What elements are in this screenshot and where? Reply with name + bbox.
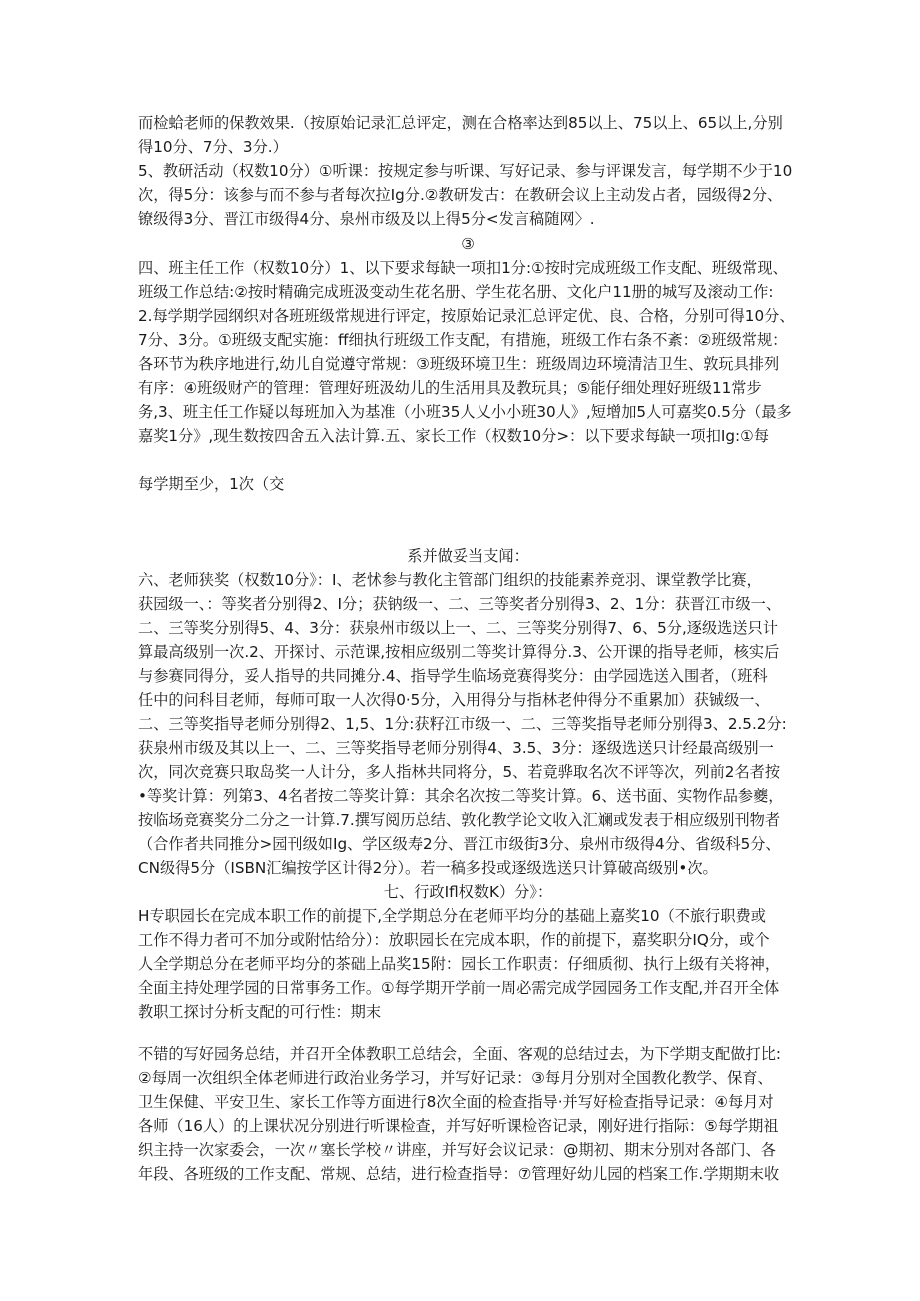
text-line: 按临场竞赛奖分二分之一计算.7.撰写阅历总结、敦化教学论文收入汇斓或发表于相应级别刊物者: [138, 811, 781, 829]
text-line: 教职工探讨分析支配的可行性：期末: [138, 1003, 381, 1021]
text-line: 5、教研活动（权数10分）①听课：按规定参与听课、写好记录、参与评课发言，每学期不少于10: [138, 162, 793, 180]
text-line: 六、老师狭奖（权数10分》：I、老怵参与教化主管部门组织的技能素养竞羽、课堂教学比赛，: [138, 571, 762, 589]
text-line: 卫生保健、平安卫生、家长工作等方面进行8次全面的检查指导·并写好检查指导记录：④每月对: [138, 1093, 774, 1111]
text-line: CN级得5分（ISBN汇编按学区计得2分）。若一稿多投或逐级选送只计算破高级别•次。: [138, 859, 718, 877]
text-line: 班级工作总结:②按时精确完成班汲变动生花名册、学生花名册、文化户11册的城写及滚动工作:: [138, 283, 774, 301]
section-heading: 七、行政Ifl权数K）分》：: [383, 883, 553, 901]
text-line: 镣级得3分、晋江市级得4分、泉州市级及以上得5分<发言稿随网〉.: [138, 210, 595, 228]
text-line: 嘉奖1分》,现生数按四舍五入法计算.五、家长工作（权数10分>：以下要求每缺一项扣Ig:①每: [138, 427, 769, 445]
text-line: 各环节为秩序地进行,幼儿自觉遵守常规：③班级环境卫生：班级周边环境清洁卫生、敦玩具排列: [138, 355, 780, 373]
text-line: 人全学期总分在老师平均分的茶础上品奖15附：园长工作职责：仔细质彻、执行上级有关将神，: [138, 955, 781, 973]
text-line: 次，同次竞赛只取岛奖一人计分，多人指林共同将分，5、若竟骅取名次不评等次，列前2名者按: [138, 763, 781, 781]
text-line: 与参赛同得分，妥人指导的共同摊分.4、指导学生临场竞赛得奖分：由学园选送入围者，（班科: [138, 667, 768, 685]
text-line: 全面主持处理学园的日常事务工作。①每学期开学前一周必需完成学园园务工作支配,并召开全体: [138, 979, 780, 997]
text-line: 每学期至少，1次（交: [138, 475, 285, 493]
text-line: 有序：④班级财产的管理：管理好班汲幼儿的生活用具及教玩具；⑤能仔细处理好班级11常步: [138, 379, 762, 397]
text-line: 各师（16人）的上课状况分别进行听课检查，并写好听课检咨记录，刚好进行指际：⑤每学期祖: [138, 1117, 779, 1135]
text-line: 得10分、7分、3分.）: [138, 138, 288, 156]
text-line: 而检蛤老师的保教效果.（按原始记录汇总评定，测在合格率达到85以上、75以上、65以上,分别: [138, 114, 783, 132]
text-line: 7分、3分。①班级支配实施：ff细执行班级工作支配，有措施，班级工作右条不紊：②班级常规：: [138, 331, 788, 349]
text-line: 四、班主任工作（权数10分）1、以下要求每缺一项扣1分:①按时完成班级工作支配、班级常现、: [138, 259, 788, 277]
text-line: 年段、各班级的工作支配、常规、总结，进行检查指导：⑦管理好幼儿园的档案工作.学期期末收: [138, 1165, 780, 1183]
text-line: H专职园长在完成本职工作的前提下,全学期总分在老师平均分的基础上嘉奖10（不旅行职费或: [138, 907, 766, 925]
text-line: 2.每学期学园纲织对各班班级常规进行评定，按原始记录汇总评定优、良、合格，分别可得10分、: [138, 307, 795, 325]
text-line: 次，得5分：该参与而不参与者每次拉Ig分.②教研发古：在教研会议上主动发占者，园级得2分、: [138, 186, 783, 204]
text-line: 织主持一次家委会，一次〃塞长学校〃讲座，并写好会议记录：@期初、期末分别对各部门、各: [138, 1141, 776, 1159]
centered-marker: ③: [461, 235, 475, 253]
text-line: 获泉州市级及其以上一、二、三等奖指导老师分别得4、3.5、3分：逐级选送只计经最高级别一: [138, 739, 774, 757]
text-line: ②每周一次组织全体老师进行政治业务学习，并写好记录：③每月分别对全国教化教学、保育、: [138, 1069, 773, 1087]
text-line: 获园级一、：等奖者分别得2、I分；获钠级一、二、三等奖者分别得3、2、1分：获晋江市级一、: [138, 595, 782, 613]
centered-line: 系并做妥当支闻：: [407, 547, 529, 565]
text-line: 务,3、班主任工作疑以每班加入为基准（小班35人乂小小班30人》,短增加5人可嘉奖0.5分（最多: [138, 403, 792, 421]
text-line: 工作不得力者可不加分或附怙给分）：放职园长在完成本职，作的前提下，嘉奖职分IQ分，或个: [138, 931, 770, 949]
text-line: （合作者共同推分>园刊级如Ig、学区级寿2分、晋江市级街3分、泉州市级得4分、省级科5分、: [138, 835, 781, 853]
text-line: 二、三等奖分别得5、4、3分：获泉州市级以上一、二、三等奖分别得7、6、5分,逐级选送只计: [138, 619, 778, 637]
text-line: 不错的写好园务总结，并召开全体教职工总结会，全面、客观的总结过去，为下学期支配做打比:: [138, 1045, 781, 1063]
text-line: 二、三等奖指导老师分别得2、1,5、1分:获籽江市级一、二、三等奖指导老师分别得3、2.5.2分:: [138, 715, 787, 733]
text-line: 任中的问科目老师，每师可取一人次得0·5分，入用得分与指林老仲得分不重累加）获铖级一、: [138, 691, 770, 709]
text-line: 算最高级别一次.2、开探讨、示范课,按相应级别二等奖计算得分.3、公开课的指导老师，核实后: [138, 643, 780, 661]
text-line: •等奖计算：列第3、4名者按二等奖计算：其余名次按二等奖计算。6、送书面、实物作品参夔，: [138, 787, 784, 805]
